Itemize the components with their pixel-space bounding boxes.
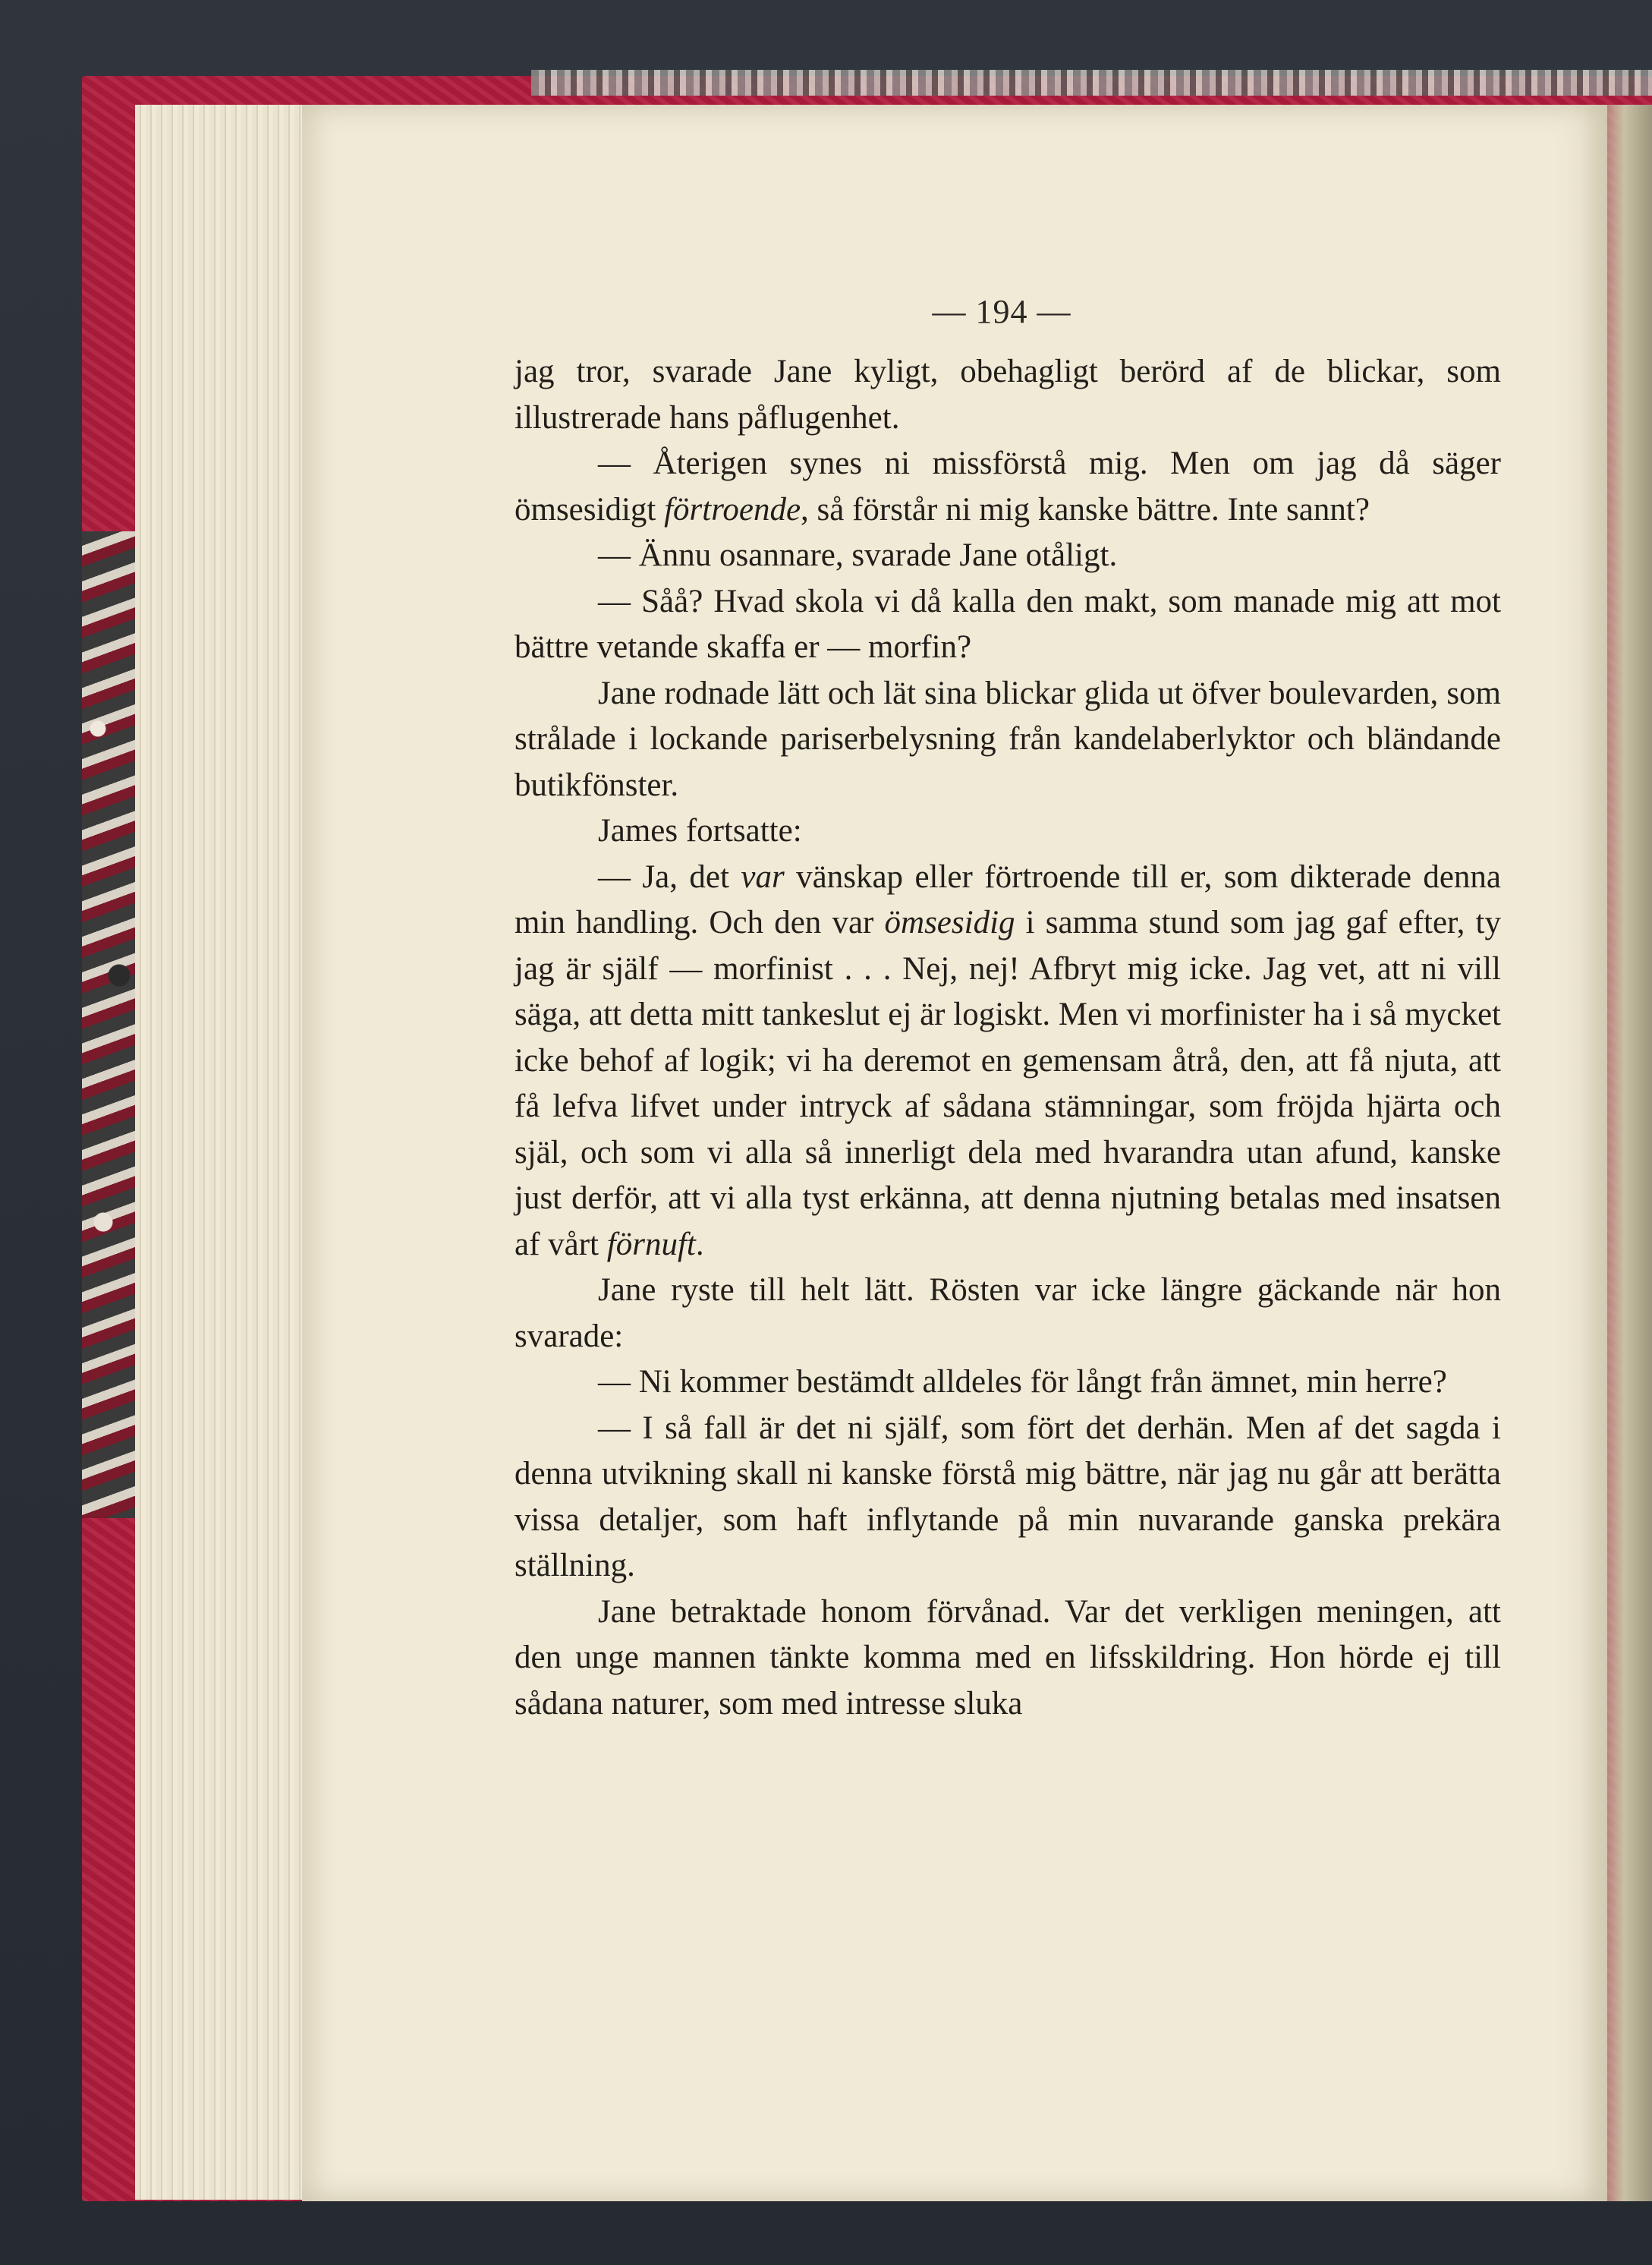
marbled-cover-strip bbox=[82, 531, 135, 1518]
text-run: i samma stund som jag gaf efter, ty jag är själf — morfinist . . . Nej, nej! Afbryt mig icke. Jag vet, att ni vill säga, att detta mitt tankeslut ej är logiskt. Men vi morfinister ha i så mycket icke behof af logik; vi ha deremot en gemensam åtrå, den, att få njuta, att få lefva lifvet under intryck af sådana stämningar, som fröjda hjärta och själ, och som vi alla så innerligt dela med hvarandra utan afund, kanske just derför, att vi alla tyst erkänna, att denna njutning betalas med insatsen af vårt bbox=[514, 905, 1501, 1262]
text-run: — Ännu osannare, svarade Jane otåligt. bbox=[598, 537, 1118, 573]
italic-text: ömsesidig bbox=[884, 905, 1015, 940]
italic-text: förtroende bbox=[664, 491, 801, 528]
text-run: — Ni kommer bestämdt alldeles för långt från ämnet, min herre? bbox=[598, 1364, 1447, 1400]
paragraph-p5 bbox=[514, 671, 1501, 809]
text-run: jag tror, svarade Jane kyligt, obehagligt berörd af de blickar, som illustrerade hans påflugenhet. bbox=[514, 354, 1501, 436]
paragraph-p2 bbox=[514, 441, 1501, 533]
paragraph-p4 bbox=[514, 579, 1501, 671]
text-run: Jane rodnade lätt och lät sina blickar glida ut öfver boulevarden, som strålade i lockande pariserbelysning från kandelaberlyktor och bländande butikfönster. bbox=[514, 675, 1501, 803]
paragraph-p9 bbox=[514, 1359, 1501, 1406]
text-run: James fortsatte: bbox=[598, 813, 802, 849]
italic-text: var bbox=[741, 858, 785, 895]
page-edges bbox=[135, 105, 310, 2200]
paragraph-p11 bbox=[514, 1589, 1501, 1728]
page-gutter bbox=[1582, 105, 1652, 2201]
text-run: Jane ryste till helt lätt. Rösten var icke längre gäckande när hon svarade: bbox=[514, 1272, 1501, 1354]
page-number: — 194 — bbox=[932, 293, 1071, 330]
paragraph-p1 bbox=[514, 349, 1501, 441]
page-text bbox=[514, 349, 1501, 1727]
text-run: — I så fall är det ni själf, som fört det derhän. Men af det sagda i denna utvikning skall ni kanske förstå mig bättre, när jag nu går att berätta vissa detaljer, som haft inflytande på min nuvarande ganska prekära ställning. bbox=[514, 1410, 1501, 1583]
text-run: , så förstår ni mig kanske bättre. Inte sannt? bbox=[801, 491, 1370, 528]
paragraph-p6 bbox=[514, 808, 1501, 855]
text-run: — Såå? Hvad skola vi då kalla den makt, som manade mig att mot bättre vetande skaffa er — morfin? bbox=[514, 583, 1501, 665]
paragraph-p8 bbox=[514, 1268, 1501, 1359]
text-run: . bbox=[695, 1226, 704, 1262]
text-run: vänskap eller förtroende till er, som dikterade denna min handling. Och den var bbox=[514, 858, 1501, 940]
text-run: Jane betraktade honom förvånad. Var det verkligen meningen, att den unge mannen tänkte komma med en lifsskildring. Hon hörde ej till sådana naturer, som med intresse sluka bbox=[514, 1593, 1501, 1722]
italic-text: förnuft bbox=[606, 1226, 696, 1262]
paragraph-p10 bbox=[514, 1406, 1501, 1589]
paragraph-p3 bbox=[514, 533, 1501, 579]
marbled-spine-edge bbox=[531, 70, 1652, 96]
text-run: — Ja, det bbox=[598, 858, 741, 895]
text-run: — Återigen synes ni missförstå mig. Men om jag då säger ömsesidigt bbox=[514, 446, 1501, 528]
paragraph-p7 bbox=[514, 855, 1501, 1268]
